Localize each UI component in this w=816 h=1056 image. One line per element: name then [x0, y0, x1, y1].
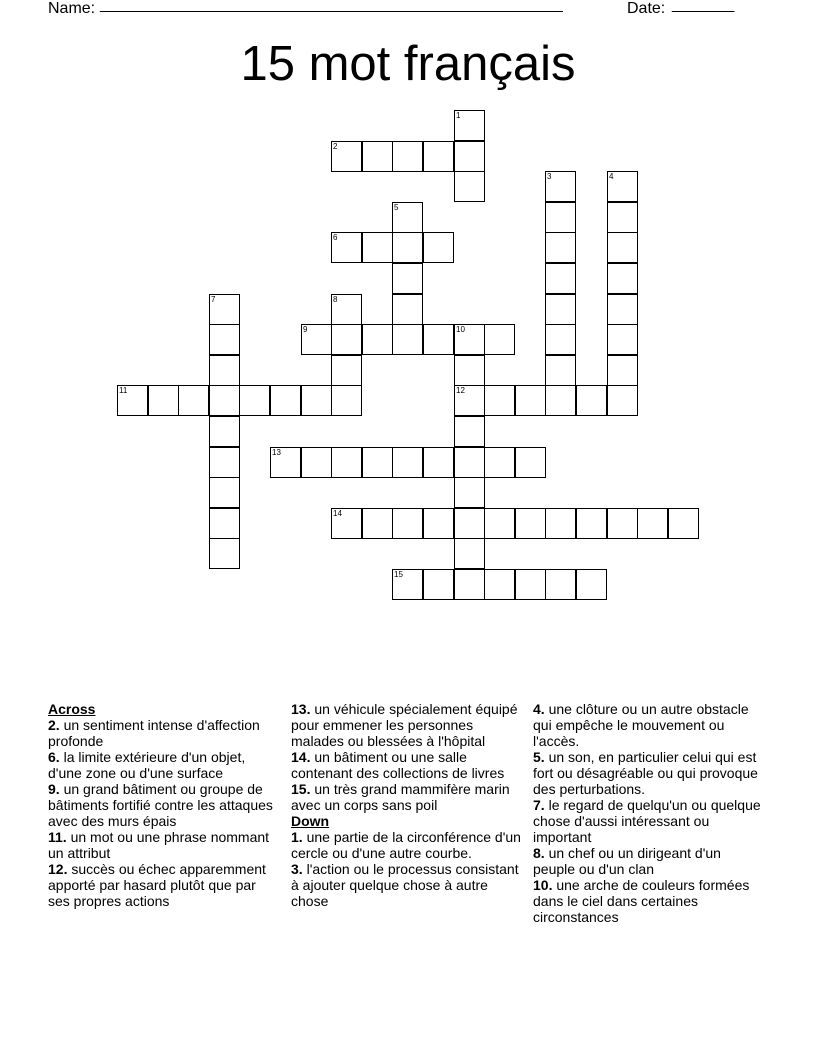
clue-number: 10: [456, 325, 465, 334]
grid-cell[interactable]: [331, 447, 362, 478]
clue-across-9: 9. un grand bâtiment ou groupe de bâtiments fortifié contre les attaques avec des murs épais: [48, 781, 273, 829]
grid-cell[interactable]: [270, 447, 301, 478]
grid-cell[interactable]: [545, 508, 576, 539]
clues-column-1: [48, 701, 280, 909]
grid-cell[interactable]: [454, 477, 485, 508]
clue-across-15: 15. un très grand mammifère marin avec un corps sans poil: [291, 781, 510, 813]
grid-cell[interactable]: [545, 294, 576, 325]
grid-cell[interactable]: [331, 294, 362, 325]
grid-cell[interactable]: [392, 263, 423, 294]
grid-cell[interactable]: [545, 385, 576, 416]
clue-down-1: 1. une partie de la circonférence d'un cercle ou d'une autre courbe.: [291, 829, 521, 861]
grid-cell[interactable]: [454, 447, 485, 478]
grid-cell[interactable]: [607, 202, 638, 233]
grid-cell[interactable]: [545, 355, 576, 386]
clues-column-2: [291, 701, 523, 909]
grid-cell[interactable]: [209, 385, 240, 416]
grid-cell[interactable]: [454, 141, 485, 172]
clue-down-5: 5. un son, en particulier celui qui est fort ou désagréable ou qui provoque des perturbations.: [533, 749, 758, 797]
grid-cell[interactable]: [331, 355, 362, 386]
grid-cell[interactable]: [392, 202, 423, 233]
grid-cell[interactable]: [484, 447, 515, 478]
name-label: Name:: [48, 0, 100, 17]
grid-cell[interactable]: [607, 171, 638, 202]
grid-cell[interactable]: [209, 447, 240, 478]
clue-number: 3: [547, 172, 552, 181]
grid-cell[interactable]: [484, 385, 515, 416]
grid-cell[interactable]: [331, 141, 362, 172]
clue-number: 9: [303, 325, 308, 334]
clue-number: 8: [333, 295, 338, 304]
grid-cell[interactable]: [454, 171, 485, 202]
clue-down-7: 7. le regard de quelqu'un ou quelque chose d'aussi intéressant ou important: [533, 797, 761, 845]
grid-cell[interactable]: [392, 232, 423, 263]
clue-number: 6: [333, 233, 338, 242]
clue-number: 14: [333, 509, 342, 518]
grid-cell[interactable]: [392, 141, 423, 172]
grid-cell[interactable]: [209, 508, 240, 539]
grid-cell[interactable]: [454, 538, 485, 569]
grid-cell[interactable]: [515, 569, 546, 600]
grid-cell[interactable]: [454, 385, 485, 416]
grid-cell[interactable]: [637, 508, 668, 539]
grid-cell[interactable]: [423, 232, 454, 263]
grid-cell[interactable]: [270, 385, 301, 416]
grid-cell[interactable]: [331, 324, 362, 355]
grid-cell[interactable]: [362, 232, 393, 263]
grid-cell[interactable]: [362, 324, 393, 355]
grid-cell[interactable]: [423, 447, 454, 478]
grid-cell[interactable]: [454, 110, 485, 141]
grid-cell[interactable]: [209, 324, 240, 355]
clue-number: 4: [609, 172, 614, 181]
grid-cell[interactable]: [362, 508, 393, 539]
clue-down-8: 8. un chef ou un dirigeant d'un peuple ou d'un clan: [533, 845, 721, 877]
grid-cell[interactable]: [607, 232, 638, 263]
grid-cell[interactable]: [484, 508, 515, 539]
grid-cell[interactable]: [148, 385, 179, 416]
grid-cell[interactable]: [209, 416, 240, 447]
grid-cell[interactable]: [454, 355, 485, 386]
grid-cell[interactable]: [454, 569, 485, 600]
grid-cell[interactable]: [576, 385, 607, 416]
grid-cell[interactable]: [301, 324, 332, 355]
clue-across-11: 11. un mot ou une phrase nommant un attribut: [48, 829, 270, 861]
grid-cell[interactable]: [454, 324, 485, 355]
grid-cell[interactable]: [576, 569, 607, 600]
grid-cell[interactable]: [209, 294, 240, 325]
grid-cell[interactable]: [423, 324, 454, 355]
grid-cell[interactable]: [392, 569, 423, 600]
grid-cell[interactable]: [515, 447, 546, 478]
clue-number: 2: [333, 142, 338, 151]
grid-cell[interactable]: [301, 447, 332, 478]
grid-cell[interactable]: [454, 416, 485, 447]
across-heading: Across: [48, 701, 96, 717]
grid-cell[interactable]: [331, 508, 362, 539]
clue-across-14: 14. un bâtiment ou une salle contenant des collections de livres: [291, 749, 505, 781]
grid-cell[interactable]: [545, 171, 576, 202]
down-heading: Down: [291, 813, 330, 829]
grid-cell[interactable]: [607, 324, 638, 355]
grid-cell[interactable]: [392, 447, 423, 478]
grid-cell[interactable]: [515, 385, 546, 416]
grid-cell[interactable]: [607, 294, 638, 325]
name-line[interactable]: ____________________________________________________: [100, 0, 563, 13]
grid-cell[interactable]: [607, 508, 638, 539]
grid-cell[interactable]: [209, 355, 240, 386]
grid-cell[interactable]: [239, 385, 270, 416]
grid-cell[interactable]: [576, 508, 607, 539]
grid-cell[interactable]: [484, 324, 515, 355]
clue-down-3: 3. l'action ou le processus consistant à ajouter quelque chose à autre chose: [291, 861, 519, 909]
clue-number: 11: [119, 386, 128, 395]
date-line[interactable]: _______: [672, 0, 735, 13]
clue-down-4: 4. une clôture ou un autre obstacle qui empêche le mouvement ou l'accès.: [533, 701, 749, 749]
clue-down-10: 10. une arche de couleurs formées dans le ciel dans certaines circonstances: [533, 877, 750, 925]
grid-cell[interactable]: [392, 324, 423, 355]
grid-cell[interactable]: [545, 569, 576, 600]
grid-cell[interactable]: [454, 508, 485, 539]
grid-cell[interactable]: [392, 508, 423, 539]
grid-cell[interactable]: [423, 508, 454, 539]
clue-across-13: 13. un véhicule spécialement équipé pour emmener les personnes malades ou blessées à l'hôpital: [291, 701, 518, 749]
grid-cell[interactable]: [423, 569, 454, 600]
grid-cell[interactable]: [362, 447, 393, 478]
grid-cell[interactable]: [484, 569, 515, 600]
grid-cell[interactable]: [301, 385, 332, 416]
grid-cell[interactable]: [331, 232, 362, 263]
grid-cell[interactable]: [545, 232, 576, 263]
clue-number: 1: [456, 111, 461, 120]
clue-across-2: 2. un sentiment intense d'affection profonde: [48, 717, 260, 749]
date-label: Date:: [627, 0, 670, 17]
grid-cell[interactable]: [607, 355, 638, 386]
grid-cell[interactable]: [607, 385, 638, 416]
grid-cell[interactable]: [178, 385, 209, 416]
grid-cell[interactable]: [668, 508, 699, 539]
grid-cell[interactable]: [545, 324, 576, 355]
grid-cell[interactable]: [515, 508, 546, 539]
grid-cell[interactable]: [545, 263, 576, 294]
clues-column-3: [533, 701, 765, 925]
grid-cell[interactable]: [209, 538, 240, 569]
clue-number: 13: [272, 448, 281, 457]
grid-cell[interactable]: [545, 202, 576, 233]
grid-cell[interactable]: [331, 385, 362, 416]
clue-number: 5: [394, 203, 399, 212]
puzzle-title: 15 mot français: [240, 37, 576, 91]
clue-number: 15: [394, 570, 403, 579]
grid-cell[interactable]: [362, 141, 393, 172]
grid-cell[interactable]: [117, 385, 148, 416]
grid-cell[interactable]: [607, 263, 638, 294]
clue-across-12: 12. succès ou échec apparemment apporté par hasard plutôt que par ses propres actions: [48, 861, 266, 909]
grid-cell[interactable]: [392, 294, 423, 325]
grid-cell[interactable]: [423, 141, 454, 172]
clue-number: 7: [211, 295, 216, 304]
clue-number: 12: [456, 386, 465, 395]
grid-cell[interactable]: [209, 477, 240, 508]
clue-across-6: 6. la limite extérieure d'un objet, d'une zone ou d'une surface: [48, 749, 246, 781]
